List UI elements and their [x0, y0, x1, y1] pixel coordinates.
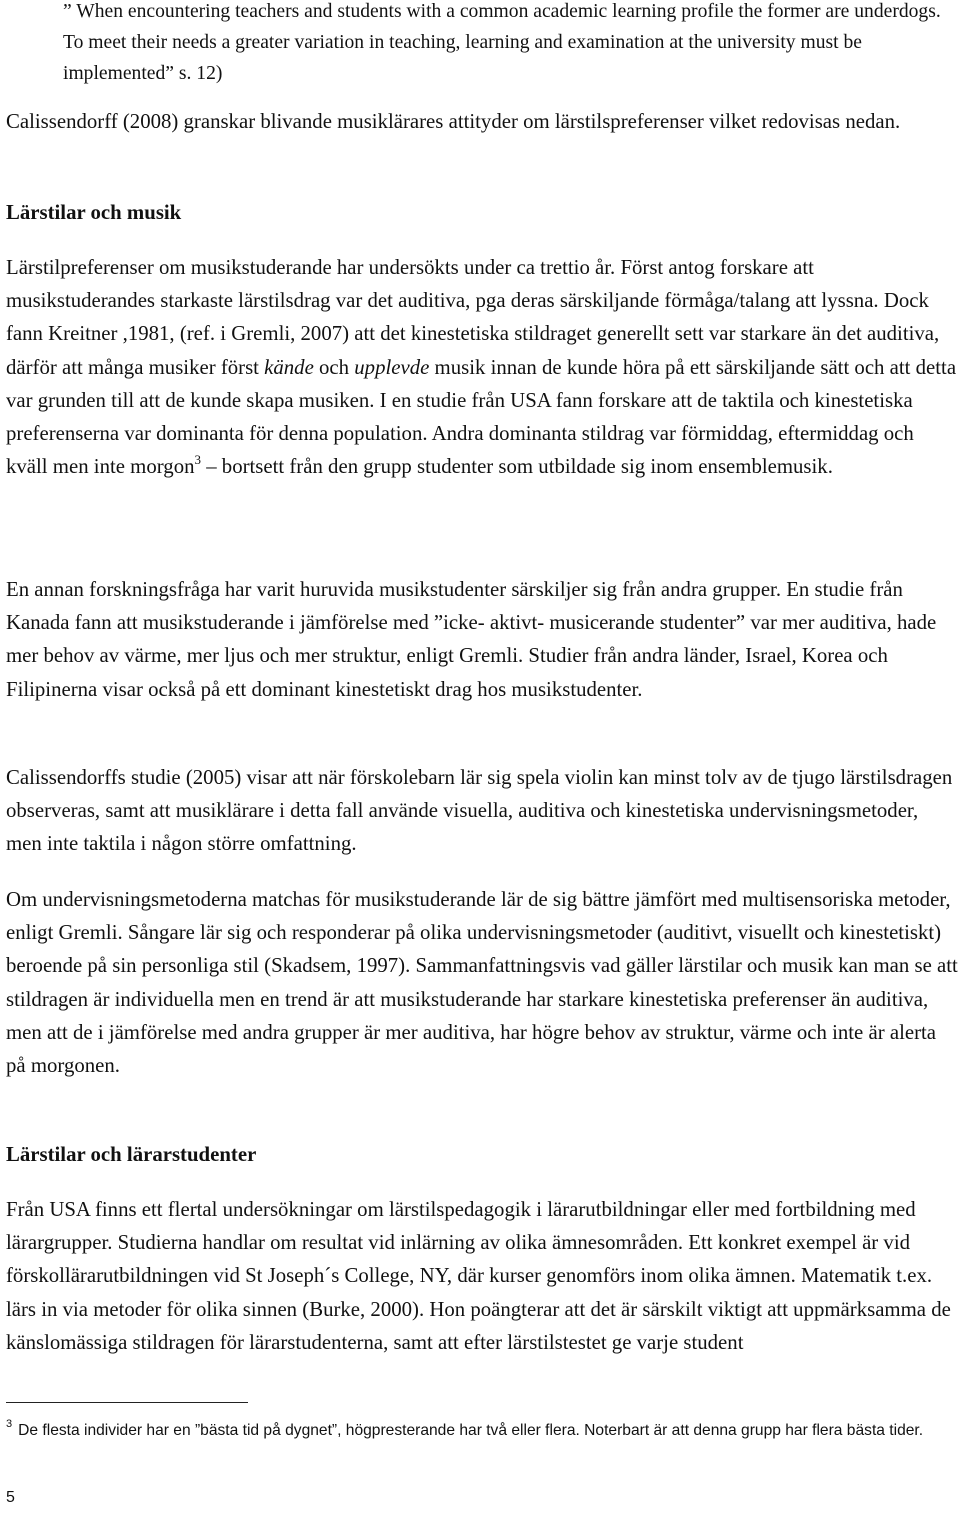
footnote-separator	[6, 1402, 248, 1403]
paragraph-musik-2	[6, 573, 958, 706]
emphasis-upplevde: upplevde	[354, 355, 430, 379]
page-number: 5	[6, 1489, 15, 1506]
footnote	[6, 1418, 936, 1444]
paragraph-text: En annan forskningsfråga har varit huruvida musikstudenter särskiljer sig från andra grupper. En studie från Kanada fann att musikstuderande i jämförelse med ”icke- aktivt- musicerande studenter” var mer auditiva, hade mer behov av värme, mer ljus och mer struktur, enligt Gremli. Studier från andra länder, Israel, Korea och Filipinerna visar också på ett dominant kinestetiskt drag hos musikstudenter.	[6, 578, 937, 701]
paragraph-musik-1	[6, 251, 958, 483]
section-heading-larstilar-och-musik: Lärstilar och musik	[6, 201, 182, 224]
paragraph-text: Från USA finns ett flertal undersökningar om lärstilspedagogik i lärarutbildningar eller med fortbildning med lärargrupper. Studierna handlar om resultat vid inlärning av olika ämnesområden. Ett konkret exempel är vid förskollärarutbildningen vid St Joseph´s College, NY, där kurser genomförs inom olika ämnen. Matematik t.ex. lärs in via metoder för olika sinnen (Burke, 2000). Hon poängterar att det är särskilt viktigt att uppmärksamma de känslomässiga stildragen för lärarstudenterna, samt att efter lärstilstestet ge varje student	[6, 1198, 951, 1354]
paragraph-text: Calissendorffs studie (2005) visar att när förskolebarn lär sig spela violin kan minst tolv av de tjugo lärstilsdragen observeras, samt att musiklärare i detta fall använde visuella, auditiva och kinestetiska undervisningsmetoder, men inte taktila i någon större omfattning.	[6, 766, 953, 856]
paragraph-musik-4	[6, 883, 958, 1082]
footnote-reference[interactable]: 3	[194, 452, 201, 468]
intro-text: Calissendorff (2008) granskar blivande musiklärares attityder om lärstilspreferenser vilket redovisas nedan.	[6, 110, 901, 133]
paragraph-lararstudenter-1	[6, 1193, 958, 1359]
quote-text: ” When encountering teachers and students with a common academic learning profile the former are underdogs. To meet their needs a greater variation in teaching, learning and examination at the university must be implemented” s. 12)	[63, 1, 941, 84]
block-quote	[63, 0, 943, 89]
paragraph-text: och	[319, 355, 350, 379]
section-heading-larstilar-och-lararstudenter: Lärstilar och lärarstudenter	[6, 1143, 257, 1166]
paragraph-musik-3	[6, 761, 958, 861]
emphasis-kande: kände	[264, 355, 314, 379]
footnote-mark: 3	[6, 1418, 13, 1430]
paragraph-text: Lärstilpreferenser om musikstuderande har undersökts under ca trettio år. Först antog forskare att musikstuderandes starkaste lärstilsdrag var det auditiva, pga deras särskiljande förmåga/talang att lyssna. Dock fann Kreitner ,1981, (ref. i Gremli, 2007) att det kinestetiska stildraget generellt sett var starkare än det auditiva, därför att många musiker först	[6, 256, 940, 379]
paragraph-text: Om undervisningsmetoderna matchas för musikstuderande lär de sig bättre jämfört med multisensoriska metoder, enligt Gremli. Sångare lär sig och responderar på olika undervisningsmetoder (auditivt, visuellt och kinestetiskt) beroende på sin personliga stil (Skadsem, 1997). Sammanfattningsvis vad gäller lärstilar och musik kan man se att stildragen är individuella men en trend är att musikstuderande har starkare kinestetiska preferenser än auditiva, men att de i jämförelse med andra grupper är mer auditiva, har högre behov av struktur, värme och inte är alerta på morgonen.	[6, 888, 958, 1078]
footnote-text: De flesta individer har en ”bästa tid på dygnet”, högpresterande har två eller flera. Noterbart är att denna grupp har flera bästa tider.	[18, 1422, 924, 1439]
paragraph-text: – bortsett från den grupp studenter som utbildade sig inom ensemblemusik.	[206, 455, 833, 479]
intro-paragraph	[6, 105, 958, 138]
paragraph-text: musik innan de kunde höra på ett särskiljande sätt och att detta var grunden till att de kunde skapa musiken. I en studie från USA fann forskare att de taktila och kinestetiska preferenserna var dominanta för denna population. Andra dominanta stildrag var förmiddag, eftermiddag och kväll men inte morgon	[6, 355, 957, 479]
